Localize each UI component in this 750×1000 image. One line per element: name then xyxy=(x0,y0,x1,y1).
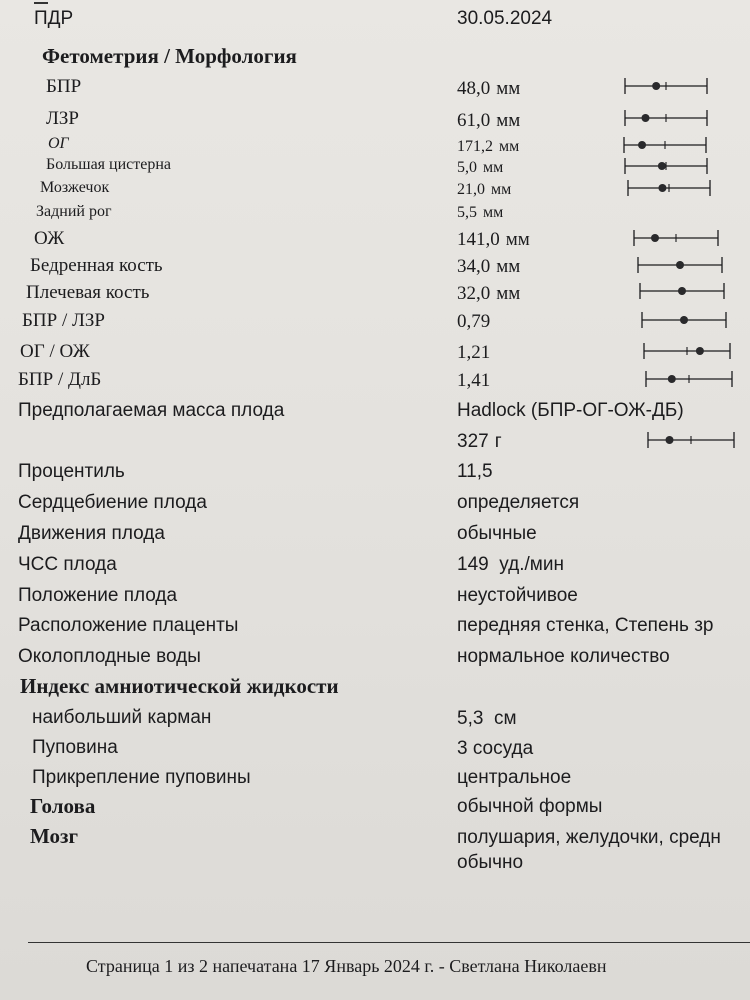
femur-label: Бедренная кость xyxy=(30,255,163,276)
cerebellum-label: Мозжечок xyxy=(40,179,110,196)
bpd-fl-value: 1,41 xyxy=(457,370,491,391)
brain-label: Мозг xyxy=(30,824,79,848)
edd-label: ПДР xyxy=(34,8,74,29)
umbilical-cord-label: Пуповина xyxy=(32,737,118,758)
percentile-label: Процентиль xyxy=(18,461,125,482)
cisterna-magna-percentile-gauge xyxy=(623,155,709,177)
ac-percentile-marker xyxy=(651,234,659,242)
ofd-value: 61,0 мм xyxy=(457,110,521,131)
femur-percentile-marker xyxy=(676,261,684,269)
ac-value: 141,0 мм xyxy=(457,229,530,250)
cerebellum-value: 21,0 мм xyxy=(457,181,512,198)
heartbeat-label: Сердцебиение плода xyxy=(18,492,207,513)
bpd-ofd-percentile-gauge xyxy=(640,309,728,331)
bpd-fl-percentile-marker xyxy=(668,375,676,383)
fetometry-title: Фетометрия / Морфология xyxy=(42,44,297,68)
footer-divider xyxy=(28,942,750,943)
cisterna-magna-label: Большая цистерна xyxy=(46,156,172,173)
femur-value: 34,0 мм xyxy=(457,256,521,277)
humerus-value: 32,0 мм xyxy=(457,283,521,304)
cisterna-magna-percentile-marker xyxy=(658,162,666,170)
estimated-weight-value: 327 г xyxy=(457,431,502,452)
cord-insertion-label: Прикрепление пуповины xyxy=(32,767,251,788)
umbilical-cord-value: 3 сосуда xyxy=(457,738,534,759)
bpd-ofd-percentile-marker xyxy=(680,316,688,324)
fhr-value: 149 уд./мин xyxy=(457,554,564,575)
bpd-ofd-label: БПР / ЛЗР xyxy=(22,310,105,331)
position-label: Положение плода xyxy=(18,585,178,606)
hc-ac-percentile-gauge xyxy=(642,340,732,362)
hc-ac-value: 1,21 xyxy=(457,342,491,363)
movement-label: Движения плода xyxy=(18,523,165,544)
ofd-percentile-marker xyxy=(642,114,650,122)
bpd-ofd-value: 0,79 xyxy=(457,311,491,332)
head-value: обычной формы xyxy=(457,796,603,817)
cord-insertion-value: центральное xyxy=(457,767,572,788)
hc-percentile-gauge xyxy=(622,134,708,156)
humerus-percentile-marker xyxy=(678,287,686,295)
bpd-fl-percentile-gauge xyxy=(644,368,734,390)
amniotic-fluid-value: нормальное количество xyxy=(457,646,670,667)
ofd-label: ЛЗР xyxy=(46,108,79,129)
bpd-percentile-marker xyxy=(652,82,660,90)
amniotic-index-title: Индекс амниотической жидкости xyxy=(20,674,339,698)
edd-value: 30.05.2024 xyxy=(457,8,553,29)
weight-percentile-marker xyxy=(666,436,674,444)
humerus-label: Плечевая кость xyxy=(26,282,150,303)
weight-percentile-gauge xyxy=(646,429,736,451)
humerus-percentile-gauge xyxy=(638,280,726,302)
estimated-weight-label: Предполагаемая масса плода xyxy=(18,400,285,421)
percentile-value: 11,5 xyxy=(457,461,493,482)
placenta-value: передняя стенка, Степень зр xyxy=(457,616,714,635)
cerebellum-percentile-gauge xyxy=(626,177,712,199)
posterior-horn-value: 5,5 мм xyxy=(457,204,504,221)
hc-ac-percentile-marker xyxy=(696,347,704,355)
bpd-fl-label: БПР / ДлБ xyxy=(18,369,102,390)
hc-ac-label: ОГ / ОЖ xyxy=(20,341,90,362)
deepest-pocket-label: наибольший карман xyxy=(32,707,212,728)
ofd-percentile-gauge xyxy=(623,107,709,129)
fhr-label: ЧСС плода xyxy=(18,554,117,575)
weight-method: Hadlock (БПР-ОГ-ОЖ-ДБ) xyxy=(457,400,684,421)
brain-value: полушария, желудочки, средн xyxy=(457,828,721,847)
cropped-text-fragment xyxy=(34,0,48,4)
head-label: Голова xyxy=(30,794,96,818)
page-footer: Страница 1 из 2 напечатана 17 Январь 2024 г. - Светлана Николаевн xyxy=(86,956,607,976)
femur-percentile-gauge xyxy=(636,254,724,276)
bpd-label: БПР xyxy=(46,76,82,97)
cisterna-magna-value: 5,0 мм xyxy=(457,159,504,176)
deepest-pocket-value: 5,3 см xyxy=(457,708,517,729)
cerebellum-percentile-marker xyxy=(658,184,666,192)
hc-label: ОГ xyxy=(48,135,69,152)
posterior-horn-label: Задний рог xyxy=(36,203,112,220)
ac-percentile-gauge xyxy=(632,227,720,249)
heartbeat-value: определяется xyxy=(457,492,580,513)
movement-value: обычные xyxy=(457,523,537,544)
ac-label: ОЖ xyxy=(34,228,65,249)
position-value: неустойчивое xyxy=(457,585,578,606)
bpd-value: 48,0 мм xyxy=(457,78,521,99)
amniotic-fluid-label: Околоплодные воды xyxy=(18,646,201,667)
hc-percentile-marker xyxy=(638,141,646,149)
hc-value: 171,2 мм xyxy=(457,138,520,155)
bpd-percentile-gauge xyxy=(623,75,709,97)
brain-value-line2: обычно xyxy=(457,852,524,873)
placenta-label: Расположение плаценты xyxy=(18,615,239,636)
